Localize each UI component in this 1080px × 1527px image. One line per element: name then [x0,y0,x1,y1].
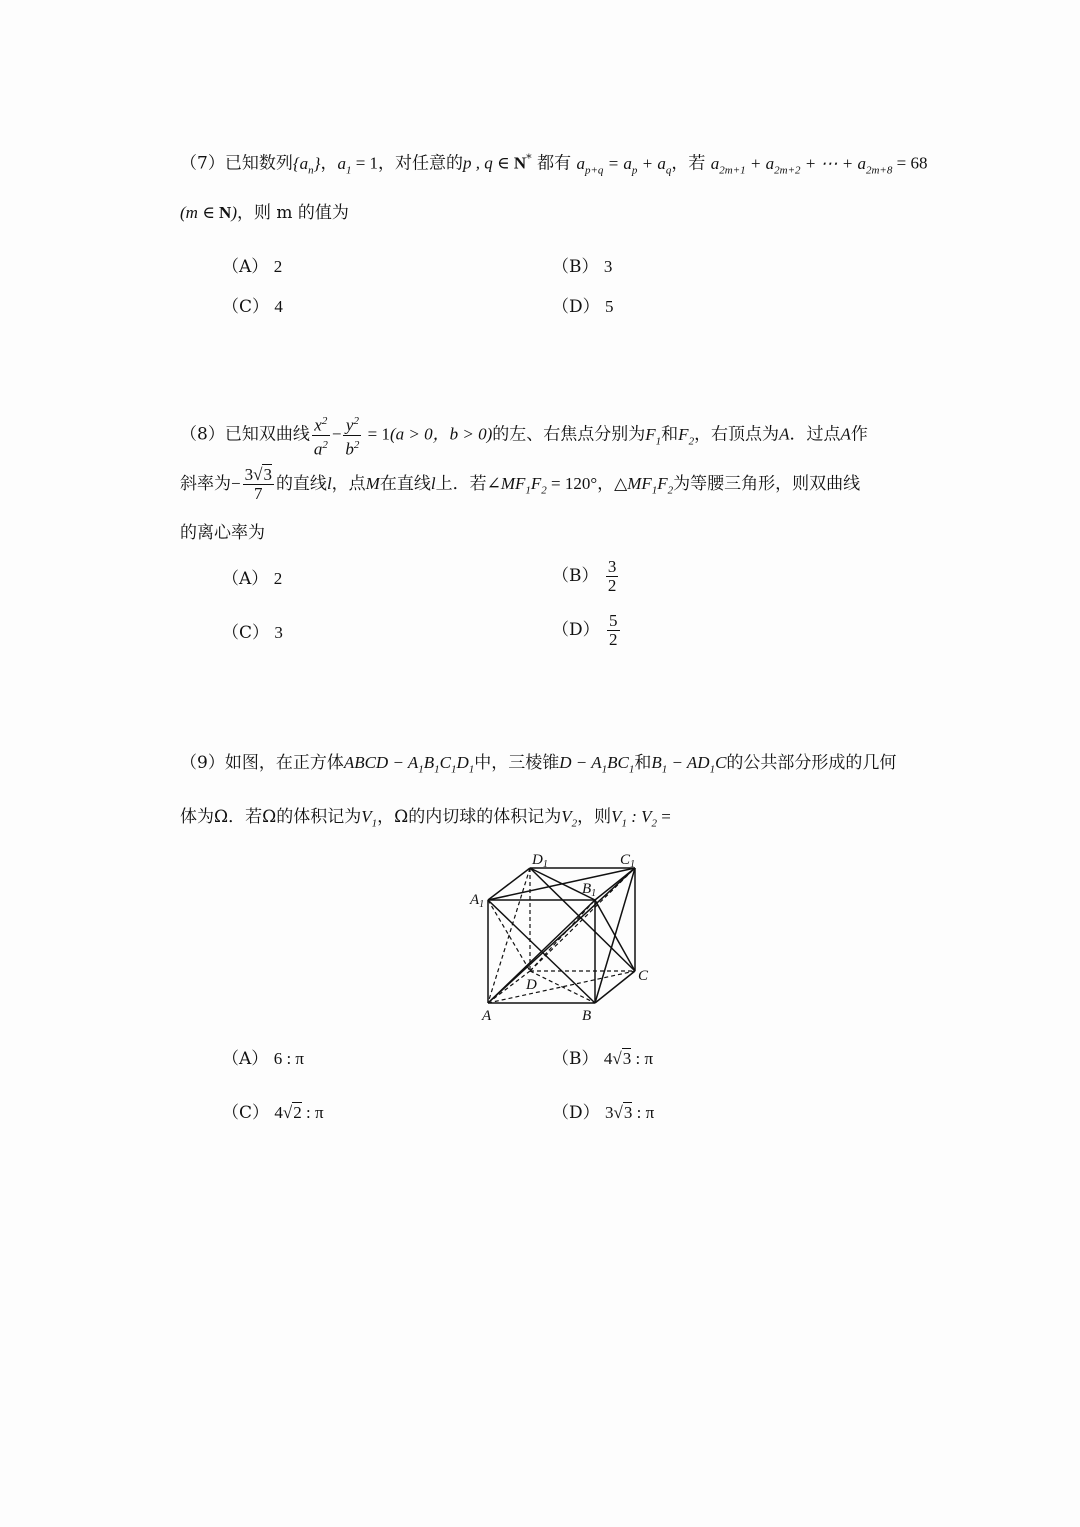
q8-line-1: （8）已知双曲线 $\frac{x^2}{a^2}$ − $\frac{y^2}{b^2}$ = 1(a > 0，b > 0)的左、右焦点分别为$F_1$和$F_2$，右顶点为A．过点A作 [180,412,940,459]
q9-option-c[interactable]: （C） 4√2 : π [222,1103,324,1123]
q7-option-a[interactable]: （A） 2 [222,257,283,277]
q7-number: （7） [180,153,225,174]
q8-line-3: 的离心率为 [180,523,265,543]
q7-option-b[interactable]: （B） 3 [552,257,613,277]
diag-db-hidden [530,971,595,1003]
diag-b1c [595,900,635,971]
q8-number: （8） [180,424,225,445]
label-b: B [582,1008,592,1024]
q9-option-d[interactable]: （D） 3√3 : π [552,1103,655,1123]
q8-option-a[interactable]: （A） 2 [222,569,283,589]
q9-line-1: （9）如图，在正方体ABCD − $A_1B_1C_1D_1$中，三棱锥$D - A_1BC_1$和$B_1 - AD_1C$的公共部分形成的几何 [180,753,897,776]
q7-option-c[interactable]: （C） 4 [222,297,283,317]
q7-option-d[interactable]: （D） 5 [552,297,614,317]
q7-line-1: （7）已知数列$\{a_n\}$，$a_1 = 1$，对任意的p , q ∈ N* 都有 $a_{p+q} = a_p + a_q$，若 $a_{2m+1} + a_{2m+2}$ + ⋯ + $a_{2m+8} = 68$ [180,152,928,177]
q8-option-d[interactable]: （D） $\frac{5}{2}$ [552,611,618,649]
diag-c1a [488,868,635,1003]
q7-line-2: (m ∈ N)，则 m 的值为 [180,203,349,223]
q9-option-b[interactable]: （B） 4√3 : π [552,1049,654,1069]
q8-line-2: 斜率为− $\frac{3√3}{7}$ 的直线l，点M在直线l上．若$\angle MF_1F_2 = 120^\circ$，$\triangle MF_1F_2$为等腰三角形，则双曲线 [180,465,861,503]
label-d: D [526,977,537,993]
label-d1: $D_1$ [532,852,548,870]
cube-figure [460,848,660,1028]
q8-option-c[interactable]: （C） 3 [222,623,283,643]
label-b1: $B_1$ [582,881,597,899]
q9-option-a[interactable]: （A） 6 : π [222,1049,304,1069]
q9-number: （9） [180,753,225,773]
label-c: C [638,968,649,984]
label-a: A [482,1008,492,1024]
q8-option-b[interactable]: （B） $\frac{3}{2}$ [552,557,617,595]
label-a1: $A_1$ [470,892,485,910]
label-c1: $C_1$ [620,852,636,870]
q9-line-2: 体为Ω．若Ω的体积记为$V_1$，Ω的内切球的体积记为$V_2$，则$V_1$ : $V_2$ = [180,807,671,830]
